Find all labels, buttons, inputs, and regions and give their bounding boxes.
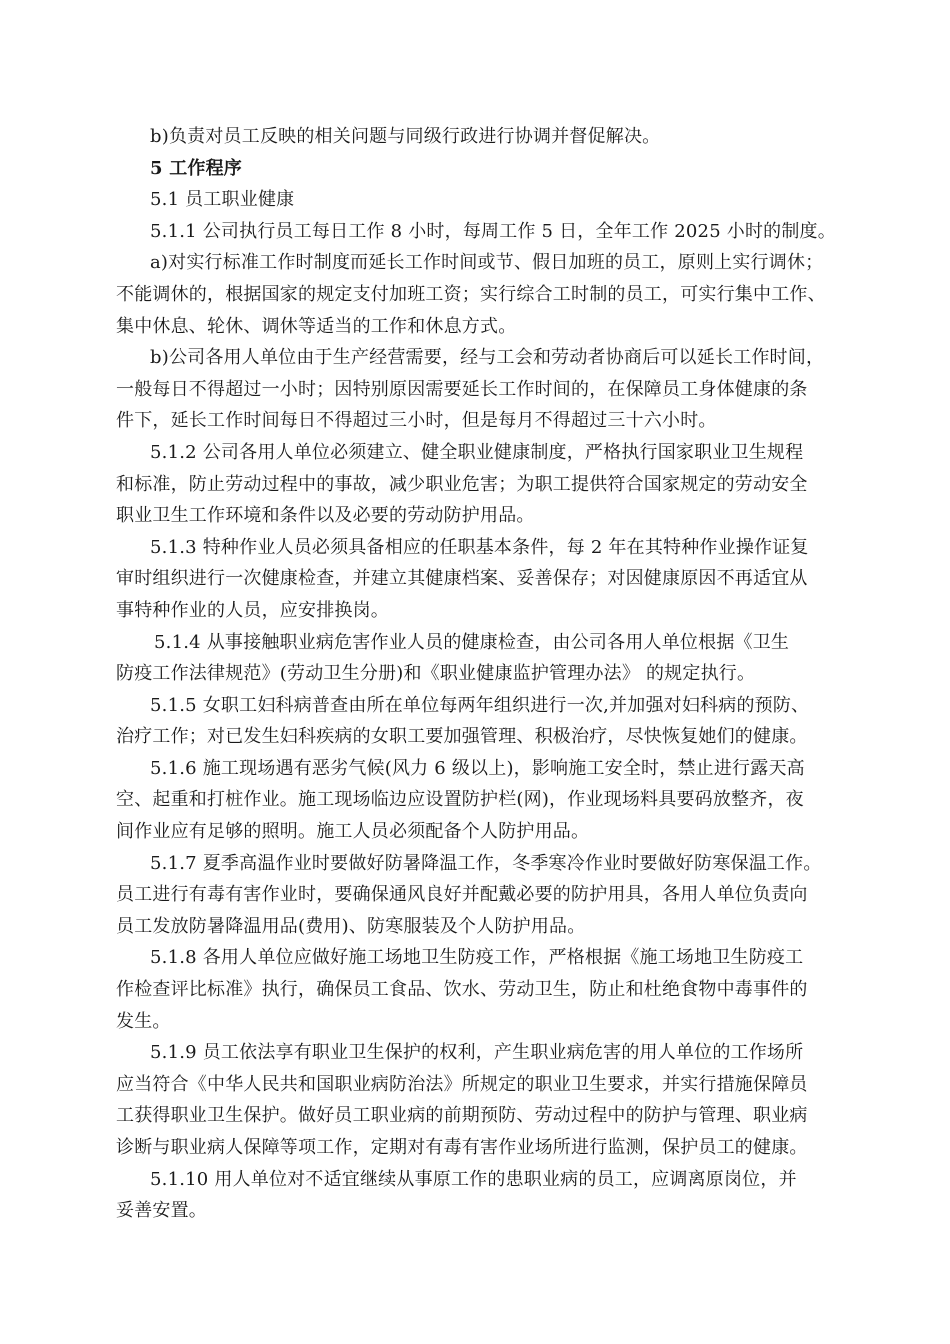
paragraph-line: 妥善安置。	[116, 1200, 207, 1222]
paragraph-line: b)负责对员工反映的相关问题与同级行政进行协调并督促解决。	[150, 126, 661, 147]
paragraph-line: 一般每日不得超过一小时；因特别原因需要延长工作时间的，在保障员工身体健康的条	[116, 378, 808, 400]
paragraph-line: 集中休息、轮休、调休等适当的工作和休息方式。	[116, 315, 517, 337]
paragraph-line: 5.1.7 夏季高温作业时要做好防暑降温工作，冬季寒冷作业时要做好防寒保温工作。	[150, 852, 822, 874]
paragraph-line: 和标准，防止劳动过程中的事故，减少职业危害；为职工提供符合国家规定的劳动安全	[116, 473, 808, 495]
section-heading: 5 工作程序	[150, 157, 242, 179]
paragraph-line: 防疫工作法律规范》(劳动卫生分册)和《职业健康监护管理办法》 的规定执行。	[116, 663, 756, 685]
paragraph-line: 不能调休的，根据国家的规定支付加班工资；实行综合工时制的员工，可实行集中工作、	[116, 283, 826, 305]
paragraph-line: 5.1.5 女职工妇科病普查由所在单位每两年组织进行一次,并加强对妇科病的预防、	[150, 694, 810, 716]
paragraph-line: 事特种作业的人员，应安排换岗。	[116, 599, 389, 621]
subsection-heading: 5.1 员工职业健康	[150, 189, 295, 211]
paragraph-line: 5.1.1 公司执行员工每日工作 8 小时，每周工作 5 日，全年工作 2025 小时的制度。	[150, 220, 836, 242]
paragraph-line: 员工发放防暑降温用品(费用)、防寒服装及个人防护用品。	[116, 915, 586, 937]
paragraph-line: 审时组织进行一次健康检查，并建立其健康档案、妥善保存；对因健康原因不再适宜从	[116, 568, 808, 590]
paragraph-line: 发生。	[116, 1010, 171, 1032]
paragraph-line: 员工进行有毒有害作业时，要确保通风良好并配戴必要的防护用具，各用人单位负责向	[116, 884, 808, 906]
paragraph-line: 5.1.10 用人单位对不适宜继续从事原工作的患职业病的员工，应调离原岗位，并	[150, 1168, 797, 1190]
paragraph-line: 间作业应有足够的照明。施工人员必须配备个人防护用品。	[116, 821, 590, 843]
paragraph-line: 5.1.3 特种作业人员必须具备相应的任职基本条件，每 2 年在其特种作业操作证复	[150, 536, 809, 558]
paragraph-line: 5.1.6 施工现场遇有恶劣气候(风力 6 级以上)，影响施工安全时，禁止进行露天高	[150, 757, 805, 779]
paragraph-line: 5.1.9 员工依法享有职业卫生保护的权利，产生职业病危害的用人单位的工作场所	[150, 1042, 804, 1064]
paragraph-line: 应当符合《中华人民共和国职业病防治法》所规定的职业卫生要求，并实行措施保障员	[116, 1073, 808, 1095]
paragraph-line: 5.1.2 公司各用人单位必须建立、健全职业健康制度，严格执行国家职业卫生规程	[150, 441, 804, 463]
paragraph-line: 诊断与职业病人保障等项工作，定期对有毒有害作业场所进行监测，保护员工的健康。	[116, 1137, 808, 1158]
paragraph-line: 5.1.8 各用人单位应做好施工场地卫生防疫工作，严格根据《施工场地卫生防疫工	[150, 947, 804, 969]
paragraph-line: 工获得职业卫生保护。做好员工职业病的前期预防、劳动过程中的防护与管理、职业病	[116, 1105, 808, 1127]
document-page	[116, 121, 854, 1227]
paragraph-line: 治疗工作；对已发生妇科疾病的女职工要加强管理、积极治疗，尽快恢复她们的健康。	[116, 726, 808, 748]
paragraph-line: 空、起重和打桩作业。施工现场临边应设置防护栏(网)，作业现场料具要码放整齐，夜	[116, 789, 804, 811]
paragraph-line: 作检查评比标准》执行，确保员工食品、饮水、劳动卫生，防止和杜绝食物中毒事件的	[116, 979, 808, 1001]
paragraph-line: 职业卫生工作环境和条件以及必要的劳动防护用品。	[116, 505, 535, 527]
paragraph-line: 件下，延长工作时间每日不得超过三小时，但是每月不得超过三十六小时。	[116, 410, 717, 432]
paragraph-line: 5.1.4 从事接触职业病危害作业人员的健康检查，由公司各用人单位根据《卫生	[154, 631, 790, 653]
paragraph-line: a)对实行标准工作时制度而延长工作时间或节、假日加班的员工，原则上实行调休；	[150, 252, 824, 274]
paragraph-line: b)公司各用人单位由于生产经营需要，经与工会和劳动者协商后可以延长工作时间，	[150, 347, 825, 369]
